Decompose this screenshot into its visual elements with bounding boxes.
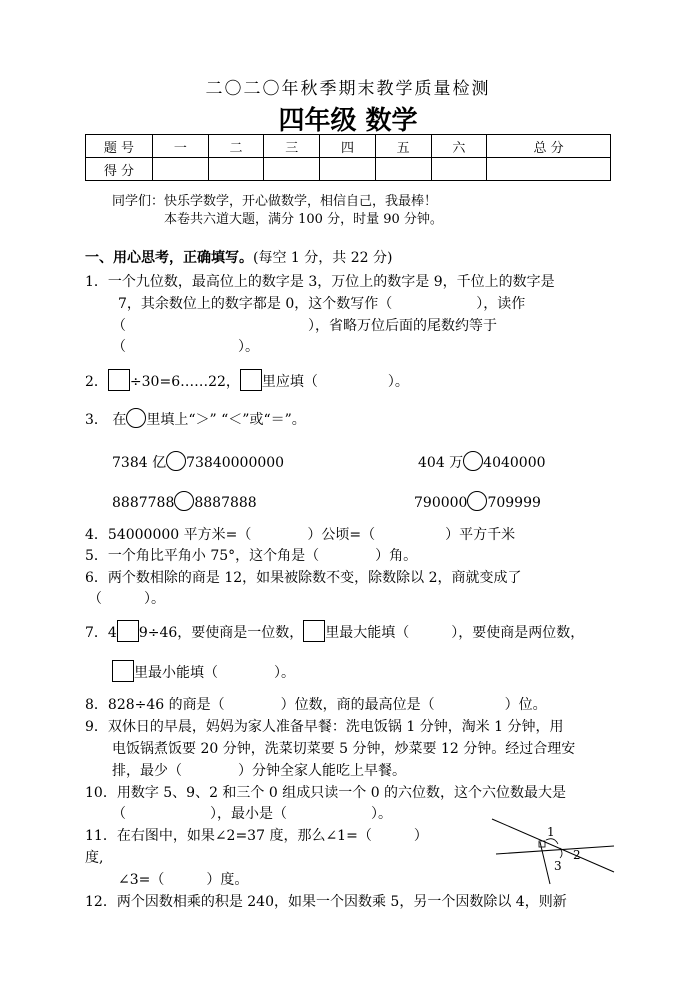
- exam-title: 四年级 数学: [278, 106, 418, 136]
- label-angle-3: 3: [554, 859, 562, 873]
- q7-text-3: 里最小能填（ ）。: [134, 665, 295, 681]
- q11-line-2: 度,: [85, 850, 104, 866]
- q12: 12．两个因数相乘的积是 240，如果一个因数乘 5，另一个因数除以 4，则新: [85, 894, 567, 910]
- score-blank[interactable]: [153, 158, 209, 181]
- q7-text-2: 里最大能填（ ），要使商是两位数，: [325, 625, 585, 641]
- score-cell: 四: [320, 135, 376, 158]
- q3a-circle[interactable]: [166, 451, 186, 471]
- label-angle-2: 2: [573, 848, 581, 862]
- q3a-right: 73840000000: [186, 455, 285, 471]
- q9-line-1: 9．双休日的早晨，妈妈为家人准备早餐：洗电饭锅 1 分钟，淘米 1 分钟，用: [85, 719, 564, 735]
- q3-item-d: [414, 491, 541, 511]
- q3b-left: 404 万: [418, 455, 464, 471]
- section-1-heading: [85, 247, 392, 267]
- q3-prompt: [85, 408, 306, 429]
- q3d-circle[interactable]: [467, 491, 487, 511]
- q7-number: 7．4: [85, 625, 117, 641]
- q7-box-reference-2: [112, 660, 134, 682]
- q3b-right: 4040000: [483, 455, 546, 471]
- q7-digit-box[interactable]: [117, 620, 139, 642]
- q3-circle-reference: [126, 408, 146, 428]
- intro-line-1: 同学们：快乐学数学，开心做数学，相信自己，我最棒！: [112, 194, 438, 209]
- q2-number: 2．: [85, 374, 108, 390]
- score-cell: 得 分: [86, 158, 153, 181]
- score-blank[interactable]: [320, 158, 376, 181]
- score-blank[interactable]: [375, 158, 431, 181]
- figure-line-3: [540, 842, 550, 884]
- q10-line-1: 10．用数字 5、9、2 和三个 0 组成只读一个 0 的六位数，这个六位数最大是: [85, 785, 567, 801]
- q2-text-2: 里应填（ ）。: [261, 374, 409, 390]
- section-1-heading-bold: 一、用心思考，正确填写。: [85, 250, 253, 266]
- q3d-left: 790000: [414, 495, 468, 511]
- q3d-right: 709999: [487, 495, 541, 511]
- score-blank[interactable]: [431, 158, 487, 181]
- score-blank[interactable]: [487, 158, 611, 181]
- q2-box-reference: [240, 369, 262, 391]
- q3a-left: 7384 亿: [112, 455, 167, 471]
- q4: 4．54000000 平方米=（ ）公顷=（ ）平方千米: [85, 527, 516, 543]
- score-blank[interactable]: [208, 158, 264, 181]
- q7-text-1: 9÷46，要使商是一位数，: [138, 625, 304, 641]
- q1-line-1: 1．一个九位数，最高位上的数字是 3，万位上的数字是 9，千位上的数字是: [85, 274, 555, 290]
- q5: 5．一个角比平角小 75°，这个角是（ ）角。: [85, 548, 418, 564]
- q10-line-2: （ ），最小是（ ）。: [112, 806, 392, 822]
- score-cell: 六: [431, 135, 487, 158]
- score-cell: 总 分: [487, 135, 611, 158]
- q6-line-2: （ ）。: [88, 591, 165, 607]
- intro-line-2: 本卷共六道大题，满分 100 分，时量 90 分钟。: [164, 212, 443, 227]
- q3-item-a: [112, 451, 284, 472]
- label-angle-1: 1: [547, 825, 555, 839]
- q3c-circle[interactable]: [174, 491, 194, 511]
- score-cell: 一: [153, 135, 209, 158]
- angle-figure: [488, 814, 618, 886]
- q3-item-b: [418, 451, 546, 472]
- figure-line-2: [496, 846, 614, 854]
- q11-line-3: ∠3=（ ）度。: [118, 872, 249, 888]
- q3c-right: 8887888: [194, 495, 257, 511]
- q8: 8．828÷46 的商是（ ）位数，商的最高位是（ ）位。: [85, 697, 547, 713]
- score-table-score-row: [86, 158, 611, 181]
- q7-line-2: [112, 660, 295, 682]
- q3-text: 里填上“＞” “＜”或“＝”。: [146, 412, 306, 428]
- score-blank[interactable]: [264, 158, 320, 181]
- q3b-circle[interactable]: [463, 451, 483, 471]
- score-table: [85, 134, 611, 181]
- section-1-heading-points: (每空 1 分，共 22 分): [253, 250, 393, 266]
- q1-line-4: （ ）。: [112, 339, 259, 355]
- score-cell: 题 号: [86, 135, 153, 158]
- q6-line-1: 6．两个数相除的商是 12，如果被除数不变，除数除以 2，商就变成了: [85, 570, 522, 586]
- score-cell: 五: [375, 135, 431, 158]
- q7-line-1: [85, 620, 584, 642]
- q1-line-3: （ ），省略万位后面的尾数约等于: [112, 318, 497, 334]
- q2-blank-box[interactable]: [108, 369, 130, 391]
- q9-line-3: 排，最少（ ）分钟全家人能吃上早餐。: [112, 763, 406, 779]
- q11-line-1: 11．在右图中，如果∠2=37 度，那么∠1=（ ）: [85, 828, 428, 844]
- exam-subtitle: 二〇二〇年秋季期末教学质量检测: [205, 79, 491, 99]
- q3-item-c: [112, 491, 257, 511]
- q3-number: 3． 在: [85, 412, 127, 428]
- q1-line-2: 7，其余数位上的数字都是 0，这个数写作（ ），读作: [118, 296, 526, 312]
- score-table-header-row: [86, 135, 611, 158]
- q9-line-2: 电饭锅煮饭要 20 分钟，洗菜切菜要 5 分钟，炒菜要 12 分钟。经过合理安: [112, 741, 576, 757]
- q7-box-reference: [303, 620, 325, 642]
- q3c-left: 8887788: [112, 495, 175, 511]
- q2-text: ÷30=6……22，: [129, 374, 240, 390]
- score-cell: 三: [264, 135, 320, 158]
- q2: [85, 369, 409, 391]
- score-cell: 二: [208, 135, 264, 158]
